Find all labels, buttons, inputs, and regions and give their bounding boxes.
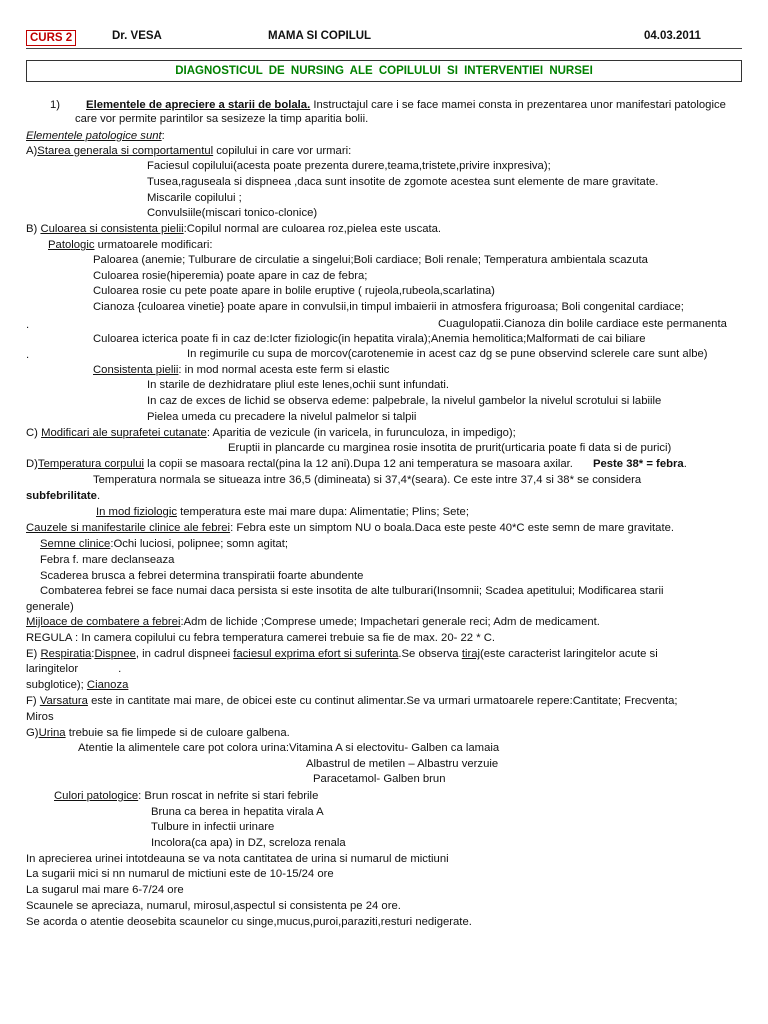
line-39: F) Varsatura este in cantitate mai mare, de obicei este cu continut alimentar.Se va urmari urmatoarele repere:Cantitate; Frecventa; <box>26 695 678 707</box>
line-21: Pielea umeda cu precadere la nivelul palmelor si talpii <box>147 411 417 423</box>
line-50: La sugarii mici si nn numarul de mictiuni este de 10-15/24 ore <box>26 868 334 880</box>
line-46: Bruna ca berea in hepatita virala A <box>151 806 324 818</box>
line-38: subglotice); Cianoza <box>26 679 129 691</box>
line-7: Miscarile copilului ; <box>147 192 242 204</box>
line-36: E) Respiratia:Dispnee, in cadrul dispneei faciesul exprima efort si suferinta.Se observa tiraj(este caracterist laringitelor acute si <box>26 648 658 660</box>
line-13: Culoarea rosie cu pete poate apare in bolile eruptive ( rujeola,rubeola,scarlatina) <box>93 285 495 297</box>
line-31: Scaderea brusca a febrei determina transpiratii foarte abundente <box>40 570 364 582</box>
line-14: Cianoza {culoarea vinetie} poate apare in convulsii,in timpul imbaierii in atmosfera friguroasa; Boli congenital cardiace; <box>93 301 684 313</box>
line-30: Febra f. mare declanseaza <box>40 554 175 566</box>
header-divider <box>26 48 742 49</box>
line-26: subfebrilitate. <box>26 490 101 502</box>
line-53: Se acorda o atentie deosebita scaunelor cu singe,mucus,puroi,paraziti,resturi nedigerate. <box>26 916 472 928</box>
line-32: Combaterea febrei se face numai daca persista si este insotita de alte tulburari(Insomnii; Scadea apetitului; Modificarea starii <box>40 585 664 597</box>
line-33: generale) <box>26 601 74 613</box>
line-41: G)Urina trebuie sa fie limpede si de culoare galbena. <box>26 727 290 739</box>
line-1: 1) Elementele de apreciere a starii de bolala. Instructajul care i se face mamei consta in prezentarea unor manifestari patologice <box>50 99 726 111</box>
line-11: Paloarea (anemie; Tulburare de circulatie a singelui;Boli cardiace; Boli renale; Temperatura ambientala scazuta <box>93 254 648 266</box>
line-47: Tulbure in infectii urinare <box>151 821 275 833</box>
line-6: Tusea,raguseala si dispneea ,daca sunt insotite de zgomote acestea sunt elemente de mare gravitate. <box>147 176 659 188</box>
line-16: Culoarea icterica poate fi in caz de:Icter fiziologic(in hepatita virala);Anemia hemolitica;Malformati de cai biliare <box>93 333 646 345</box>
line-27: In mod fiziologic temperatura este mai mare dupa: Alimentatie; Plins; Sete; <box>96 506 469 518</box>
document-title: DIAGNOSTICUL DE NURSING ALE COPILULUI SI INTERVENTIEI NURSEI <box>26 60 742 82</box>
line-18: Consistenta pielii: in mod normal acesta este ferm si elastic <box>93 364 390 376</box>
line-19: In starile de dezhidratare pliul este lenes,ochii sunt infundati. <box>147 379 450 391</box>
line-45: Culori patologice: Brun roscat in nefrite si stari febrile <box>54 790 319 802</box>
line-24: D)Temperatura corpului la copii se masoara rectal(pina la 12 ani).Dupa 12 ani temperatura se masoara axilar. Peste 38* = febra. <box>26 458 687 470</box>
line-42: Atentie la alimentele care pot colora urina:Vitamina A si electovitu- Galben ca lamaia <box>78 742 500 754</box>
line-44: Paracetamol- Galben brun <box>313 773 446 785</box>
line-9: B) Culoarea si consistenta pielii:Copilul normal are culoarea roz,pielea este uscata. <box>26 223 442 235</box>
line-3: Elementele patologice sunt: <box>26 130 165 142</box>
line-17-marker: . <box>26 349 30 361</box>
line-35: REGULA : In camera copilului cu febra temperatura camerei trebuie sa fie de max. 20- 22 * C. <box>26 632 496 644</box>
line-12: Culoarea rosie(hiperemia) poate apare in caz de febra; <box>93 270 368 282</box>
line-8: Convulsiile(miscari tonico-clonice) <box>147 207 318 219</box>
line-15-marker: . <box>26 319 30 331</box>
line-15: Cuagulopatii.Cianoza din bolile cardiace este permanenta <box>438 318 727 330</box>
line-48: Incolora(ca apa) in DZ, screloza renala <box>151 837 346 849</box>
subject-title: MAMA SI COPILUL <box>268 30 372 42</box>
course-label: CURS 2 <box>26 30 76 46</box>
doctor-name: Dr. VESA <box>112 30 162 42</box>
line-51: La sugarul mai mare 6-7/24 ore <box>26 884 184 896</box>
line-4: A)Starea generala si comportamentul copilului in care vor urmari: <box>26 145 352 157</box>
line-2: care vor permite parintilor sa sesizeze la timp aparitia bolii. <box>75 113 369 125</box>
line-10: Patologic urmatoarele modificari: <box>48 239 213 251</box>
line-22: C) Modificari ale suprafetei cutanate: Aparitia de vezicule (in varicela, in furunculoza, in impedigo); <box>26 427 516 439</box>
line-25: Temperatura normala se situeaza intre 36,5 (dimineata) si 37,4*(seara). Ce este intre 37,4 si 38* se considera <box>93 474 642 486</box>
line-29: Semne clinice:Ochi luciosi, polipnee; somn agitat; <box>40 538 289 550</box>
line-5: Faciesul copilului(acesta poate prezenta durere,teama,tristete,privire inxpresiva); <box>147 160 551 172</box>
line-37: laringitelor . <box>26 663 122 675</box>
line-23: Eruptii in plancarde cu marginea rosie insotita de prurit(urticaria poate fi data si de purici) <box>228 442 672 454</box>
line-28: Cauzele si manifestarile clinice ale febrei: Febra este un simptom NU o boala.Daca este peste 40*C este semn de mare gravitate. <box>26 522 675 534</box>
lecture-date: 04.03.2011 <box>644 30 701 42</box>
line-34: Mijloace de combatere a febrei:Adm de lichide ;Comprese umede; Impachetari generale reci; Adm de medicament. <box>26 616 600 628</box>
line-20: In caz de exces de lichid se observa edeme: palpebrale, la nivelul gambelor la nivelul scrotului si labiile <box>147 395 662 407</box>
line-49: In aprecierea urinei intotdeauna se va nota cantitatea de urina si numarul de mictiuni <box>26 853 449 865</box>
line-17: In regimurile cu supa de morcov(carotenemie in acest caz dg se pune observind sclerele care sunt albe) <box>187 348 708 360</box>
line-40: Miros <box>26 711 54 723</box>
line-43: Albastrul de metilen – Albastru verzuie <box>306 758 499 770</box>
line-52: Scaunele se apreciaza, numarul, mirosul,aspectul si consistenta pe 24 ore. <box>26 900 401 912</box>
